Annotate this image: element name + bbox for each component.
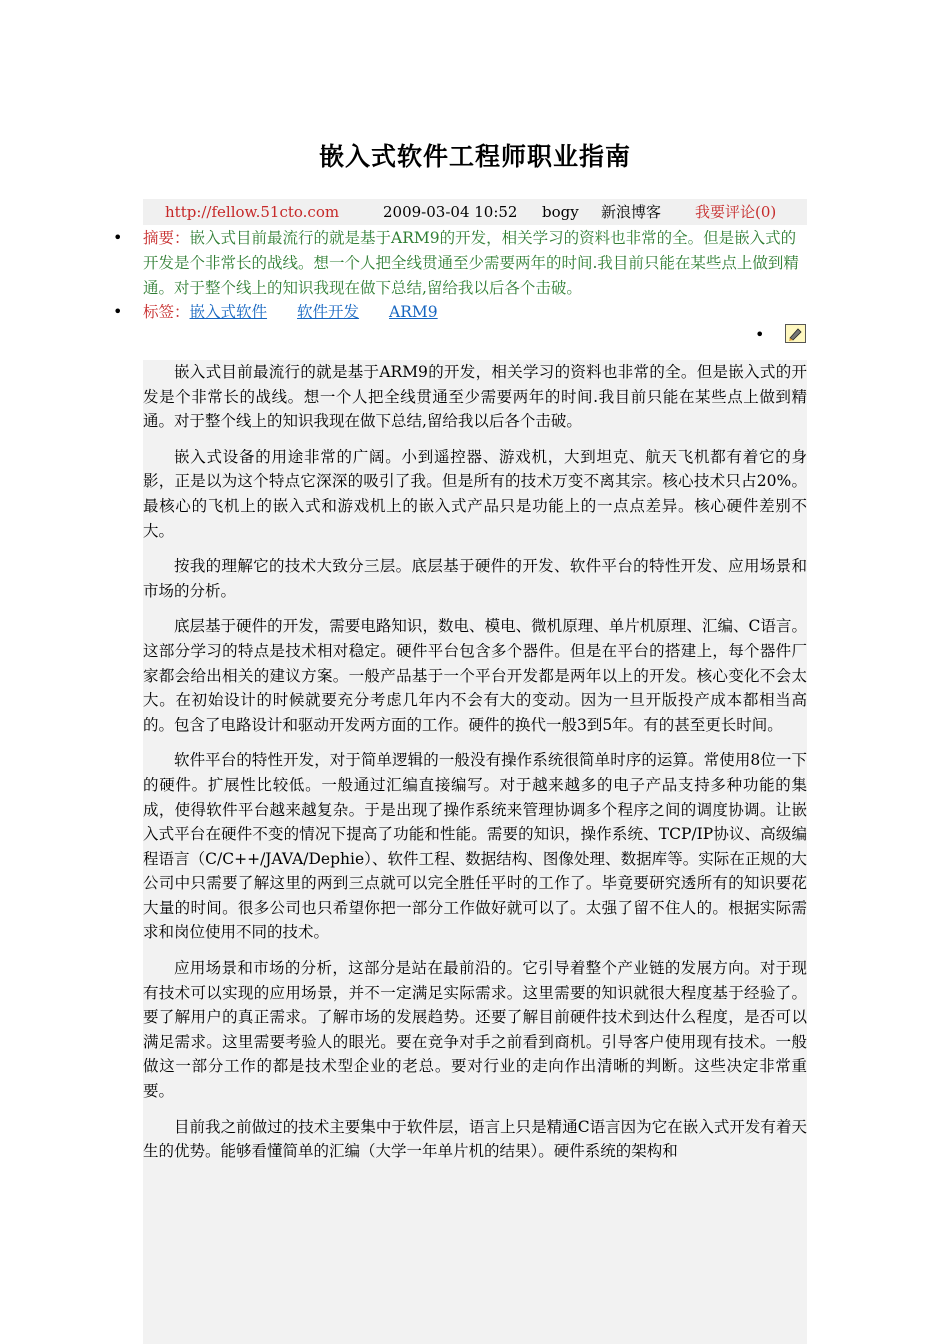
article-paragraph: 嵌入式设备的用途非常的广阔。小到遥控器、游戏机，大到坦克、航天飞机都有着它的身影，正是以为这个特点它深深的吸引了我。但是所有的技术万变不离其宗。核心技术只占20%。最核心的飞机上的嵌入式和游戏机上的嵌入式产品只是功能上的一点点差异。核心硬件差别不大。 bbox=[143, 447, 807, 540]
tags-bullet: • bbox=[113, 302, 123, 321]
tag-link[interactable]: 嵌入式软件 bbox=[189, 303, 268, 321]
summary-bullet: • bbox=[113, 228, 123, 247]
article-meta-bar bbox=[143, 199, 807, 225]
summary-label: 摘要： bbox=[143, 229, 190, 247]
page-title: 嵌入式软件工程师职业指南 bbox=[318, 142, 631, 171]
article-paragraph: 按我的理解它的技术大致分三层。底层基于硬件的开发、软件平台的特性开发、应用场景和市场的分析。 bbox=[143, 557, 807, 600]
tag-link[interactable]: 软件开发 bbox=[297, 303, 360, 321]
author-name[interactable]: bogy bbox=[542, 203, 579, 221]
edit-icon[interactable] bbox=[785, 324, 806, 343]
tags-label: 标签： bbox=[143, 303, 190, 321]
edit-icon-graphic bbox=[786, 325, 805, 342]
article-body bbox=[143, 360, 807, 1344]
comment-link[interactable]: 我要评论(0) bbox=[695, 203, 777, 221]
article-paragraph: 应用场景和市场的分析，这部分是站在最前沿的。它引导着整个产业链的发展方向。对于现有技术可以实现的应用场景，并不一定满足实际需求。这里需要的知识就很大程度基于经验了。要了解用户的真正需求。了解市场的发展趋势。还要了解目前硬件技术到达什么程度，是否可以满足需求。这里需要考验人的眼光。要在竞争对手之前看到商机。引导客户使用现有技术。一般做这一部分工作的都是技术型企业的老总。要对行业的走向作出清晰的判断。这些决定非常重要。 bbox=[143, 959, 807, 1101]
source-site: 新浪博客 bbox=[601, 203, 662, 221]
article-paragraph: 目前我之前做过的技术主要集中于软件层，语言上只是精通C语言因为它在嵌入式开发有着天生的优势。能够看懂简单的汇编（大学一年单片机的结果）。硬件系统的架构和 bbox=[143, 1117, 807, 1161]
icon-bullet: • bbox=[755, 325, 765, 344]
publish-date: 2009-03-04 10:52 bbox=[383, 203, 518, 221]
article-paragraph: 软件平台的特性开发，对于简单逻辑的一般没有操作系统很简单时序的运算。常使用8位一下的硬件。扩展性比较低。一般通过汇编直接编写。对于越来越多的电子产品支持多种功能的集成，使得软件平台越来越复杂。于是出现了操作系统来管理协调多个程序之间的调度协调。让嵌入式平台在硬件不变的情况下提高了功能和性能。需要的知识，操作系统、TCP/IP协议、高级编程语言（C/C++/JAVA/Dephie）、软件工程、数据结构、图像处理、数据库等。实际在正规的大公司中只需要了解这里的两到三点就可以完全胜任平时的工作了。毕竟要研究透所有的知识要花大量的时间。很多公司也只希望你把一部分工作做好就可以了。太强了留不住人的。根据实际需求和岗位使用不同的技术。 bbox=[143, 751, 807, 942]
article-tags bbox=[143, 300, 468, 325]
article-paragraph: 嵌入式目前最流行的就是基于ARM9的开发，相关学习的资料也非常的全。但是嵌入式的开发是个非常长的战线。想一个人把全线贯通至少需要两年的时间.我目前只能在某些点上做到精通。对于整个线上的知识我现在做下总结,留给我以后各个击破。 bbox=[143, 363, 807, 431]
article-summary bbox=[143, 226, 807, 301]
article-paragraph: 底层基于硬件的开发，需要电路知识，数电、模电、微机原理、单片机原理、汇编、C语言。这部分学习的特点是技术相对稳定。硬件平台包含多个器件。但是在平台的搭建上，每个器件厂家都会给出相关的建议方案。一般产品基于一个平台开发都是两年以上的开发。核心变化不会太大。在初始设计的时候就要充分考虑几年内不会有大的变动。因为一旦开版投产成本都相当高的。包含了电路设计和驱动开发两方面的工作。硬件的换代一般3到5年。有的甚至更长时间。 bbox=[143, 617, 807, 734]
summary-text: 嵌入式目前最流行的就是基于ARM9的开发，相关学习的资料也非常的全。但是嵌入式的开发是个非常长的战线。想一个人把全线贯通至少需要两年的时间.我目前只能在某些点上做到精通。对于整个线上的知识我现在做下总结,留给我以后各个击破。 bbox=[143, 229, 799, 297]
source-url-link[interactable]: http://fellow.51cto.com bbox=[165, 203, 340, 221]
tag-link[interactable]: ARM9 bbox=[389, 303, 438, 321]
